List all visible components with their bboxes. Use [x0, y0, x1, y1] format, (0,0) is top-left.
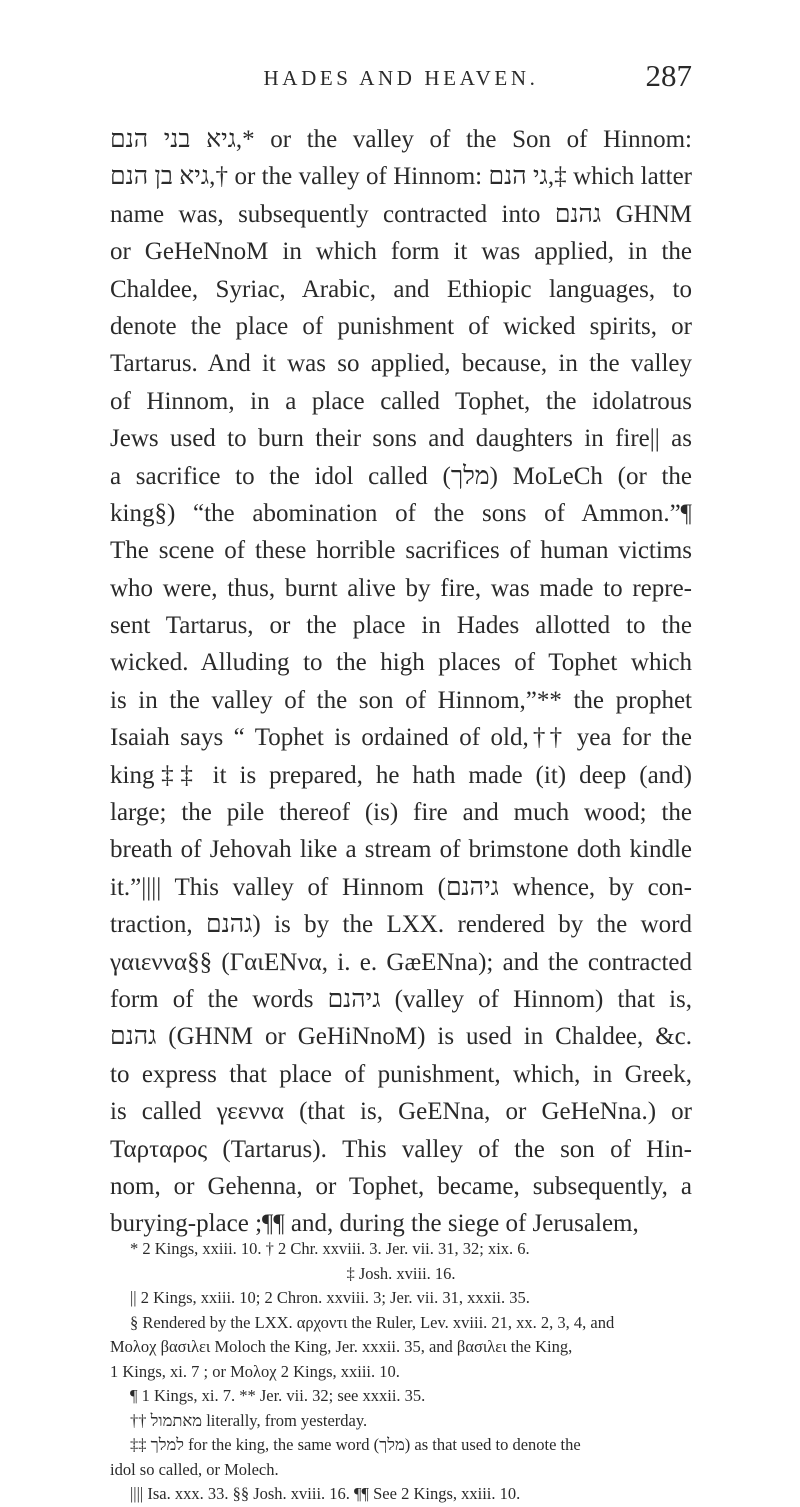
footnotes — [110, 1237, 692, 1507]
text-line: sent Tartarus, or the place in Hades allotted to the — [110, 612, 692, 640]
text-line: name was, subsequently contracted into גהנם GHNM — [110, 200, 692, 228]
footnote: |||| Isa. xxx. 33. §§ Josh. xviii. 16. ¶¶ See 2 Kings, xxiii. 10. — [130, 1484, 521, 1503]
footnote: || 2 Kings, xxiii. 10; 2 Chron. xxviii. 3; Jer. vii. 31, xxxii. 35. — [130, 1288, 530, 1307]
text-line: nom, or Gehenna, or Tophet, became, subsequently, a — [110, 1172, 692, 1200]
text-line: Chaldee, Syriac, Arabic, and Ethiopic languages, to — [110, 275, 692, 303]
text-line: denote the place of punishment of wicked spirits, or — [110, 312, 692, 340]
footnote: ‡‡ למלך for the king, the same word (מלך) as that used to denote the — [130, 1435, 581, 1454]
footnote: †† מאתמול literally, from yesterday. — [130, 1410, 368, 1430]
text-line: to express that place of punishment, which, in Greek, — [110, 1060, 692, 1088]
text-line: or GeHeNnoM in which form it was applied, in the — [110, 238, 692, 266]
text-line: גהנם (GHNM or GeHiNnoM) is used in Chaldee, &c. — [110, 1023, 692, 1051]
main-text — [110, 121, 692, 1243]
footnote: * 2 Kings, xxiii. 10. † 2 Chr. xxviii. 3. Jer. vii. 31, 32; xix. 6. — [130, 1239, 530, 1258]
text-line: γαιεννα§§ (ΓαιΕΝνα, i. e. GæENna); and the contracted — [110, 948, 692, 976]
text-line: king‡‡ it is prepared, he hath made (it) deep (and) — [110, 761, 692, 789]
text-line: it.”|||| This valley of Hinnom (גיהנם whence, by con- — [110, 873, 692, 901]
text-line: Ταρταρος (Tartarus). This valley of the son of Hin- — [110, 1135, 692, 1163]
text-line: of Hinnom, in a place called Tophet, the idolatrous — [110, 387, 692, 415]
footnote: § Rendered by the LXX. αρχοντι the Ruler, Lev. xviii. 21, xx. 2, 3, 4, and — [130, 1312, 615, 1332]
text-line: Tartarus. And it was so applied, because, in the valley — [110, 350, 692, 378]
text-line: burying-place ;¶¶ and, during the siege of Jerusalem, — [110, 1210, 639, 1238]
text-line: The scene of these horrible sacrifices of human victims — [110, 537, 692, 565]
page-number: 287 — [645, 58, 692, 93]
footnote: ‡ Josh. xviii. 16. — [346, 1263, 456, 1283]
text-line: a sacrifice to the idol called (מלך) MoLeCh (or the — [110, 462, 693, 490]
text-line: is called γεεννα (that is, GeENna, or GeHeNna.) or — [110, 1098, 692, 1126]
text-line: wicked. Alluding to the high places of Tophet which — [110, 649, 692, 677]
text-line: גיא בן הנם,† or the valley of Hinnom: גי הנם,‡ which latter — [110, 163, 693, 191]
running-header — [110, 58, 692, 108]
footnote: ¶ 1 Kings, xi. 7. ** Jer. vii. 32; see xxxii. 35. — [130, 1386, 426, 1405]
text-line: traction, גהנם) is by the LXX. rendered by the word — [110, 911, 692, 939]
text-line: is in the valley of the son of Hinnom,”** the prophet — [110, 686, 692, 714]
text-line: Jews used to burn their sons and daughters in fire|| as — [110, 425, 692, 453]
text-line: who were, thus, burnt alive by fire, was made to repre- — [110, 574, 692, 602]
footnote: Μολοχ βασιλει Moloch the King, Jer. xxxii. 35, and βασιλει the King, — [110, 1337, 573, 1356]
running-title: HADES AND HEAVEN. — [263, 66, 539, 90]
text-line: large; the pile thereof (is) fire and much wood; the — [110, 799, 692, 827]
text-line: Isaiah says “ Tophet is ordained of old,†† yea for the — [110, 724, 692, 752]
text-line: גיא בני הנם,* or the valley of the Son of Hinnom: — [110, 126, 692, 153]
footnote: idol so called, or Molech. — [110, 1459, 279, 1479]
text-line: king§) “the abomination of the sons of Ammon.”¶ — [110, 499, 692, 527]
footnote: 1 Kings, xi. 7 ; or Μολοχ 2 Kings, xxiii. 10. — [110, 1361, 400, 1381]
text-line: breath of Jehovah like a stream of brimstone doth kindle — [110, 836, 692, 864]
text-line: form of the words גיהנם (valley of Hinnom) that is, — [110, 985, 693, 1013]
